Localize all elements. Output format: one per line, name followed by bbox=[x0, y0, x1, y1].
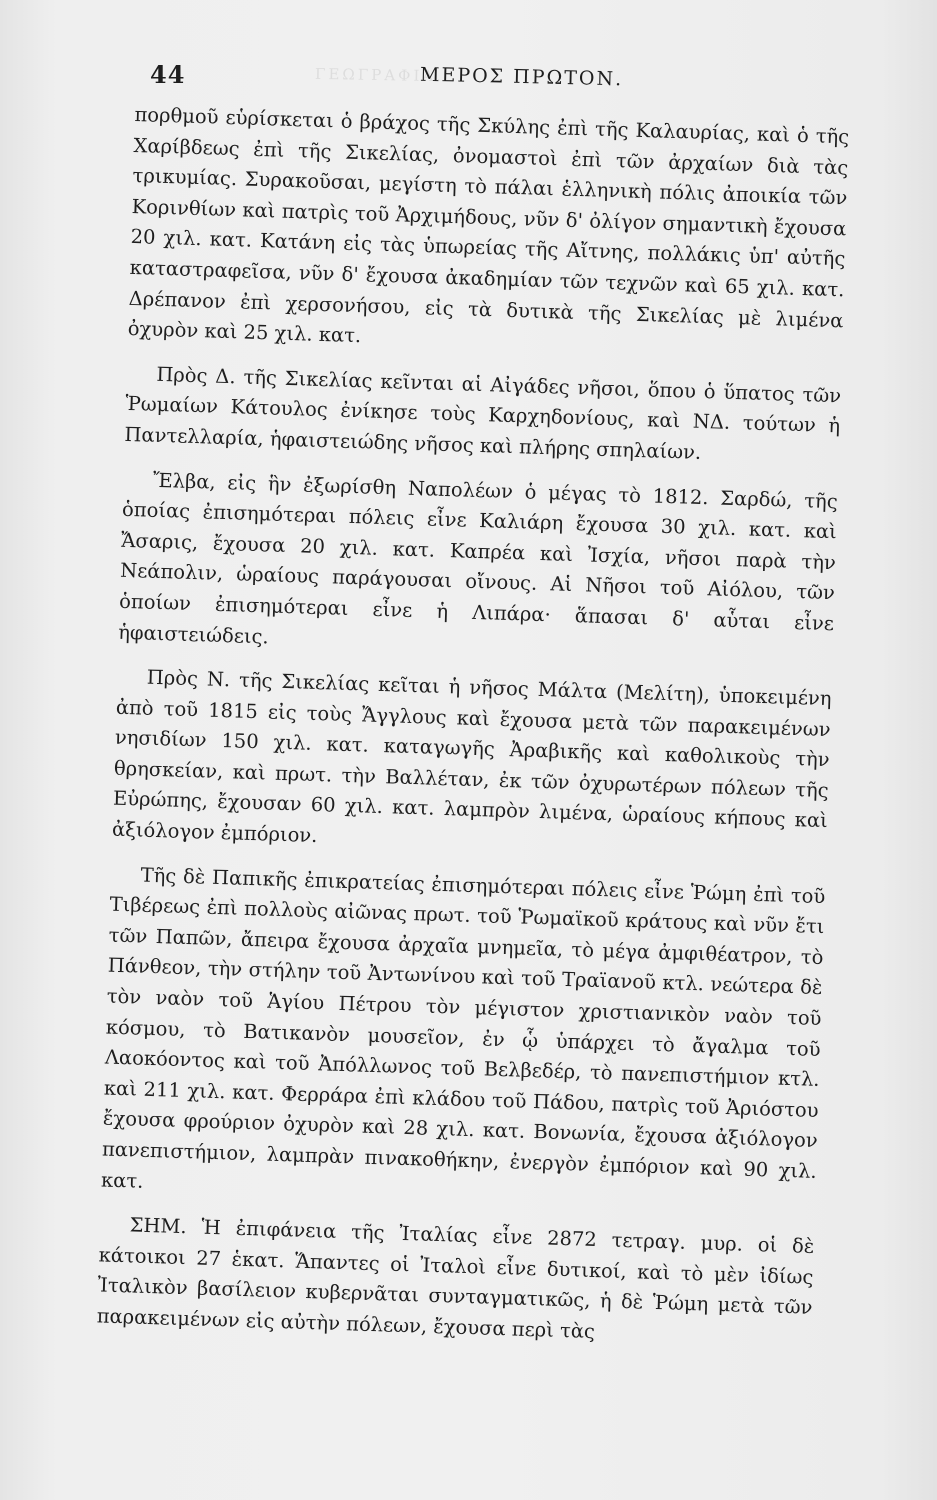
paragraph: Τῆς δὲ Παπικῆς ἐπικρατείας ἐπισημότεραι πόλεις εἶνε Ῥώμη ἐπὶ τοῦ Τιβέρεως ἐπὶ πολλοὺς αἰῶνας πρωτ. τοῦ Ῥωμαϊκοῦ κράτους καὶ νῦν ἔτι τῶν Παπῶν, ἄπειρα ἔχουσα ἀρχαῖα μνημεῖα, τὸ μέγα ἀμφιθέατρον, τὸ Πάνθεον, τὴν στήλην τοῦ Ἀντωνίνου καὶ τοῦ Τραϊανοῦ κτλ. νεώτερα δὲ τὸν ναὸν τοῦ Ἁγίου Πέτρου τὸν μέγιστον χριστιανικὸν ναὸν τοῦ κόσμου, τὸ Βατικανὸν μουσεῖον, ἐν ᾧ ὑπάρχει τὸ ἄγαλμα τοῦ Λαοκόοντος καὶ τοῦ Ἀπόλλωνος τοῦ Βελβεδέρ, τὸ πανεπιστήμιον κτλ. καὶ 211 χιλ. κατ. Φερράρα ἐπὶ κλάδου τοῦ Πάδου, πατρὶς τοῦ Ἀριόστου ἔχουσα φρούριον ὀχυρὸν καὶ 28 χιλ. κατ. Βονωνία, ἔχουσα ἀξιόλογον πανεπιστήμιον, λαμπρὰν πινακοθήκην, ἐνεργὸν ἐμπόριον καὶ 90 χιλ. κατ. bbox=[100, 863, 826, 1193]
bleed-through-text: ΓΕΩΓΡΑΦΙΑ. bbox=[314, 64, 445, 86]
page-header bbox=[0, 58, 937, 98]
body-text bbox=[96, 100, 849, 1354]
running-head: ΜΕΡΟΣ ΠΡΩΤΟΝ. bbox=[419, 63, 624, 91]
paragraph: Πρὸς Δ. τῆς Σικελίας κεῖνται αἱ Αἰγάδες νῆσοι, ὅπου ὁ ὕπατος τῶν Ῥωμαίων Κάτουλος ἐνίκησε τοὺς Καρχηδονίους, καὶ ΝΔ. τούτων ἡ Παντελλαρία, ἡφαιστειώδης νῆσος καὶ πλήρης σπηλαίων. bbox=[124, 362, 842, 464]
paragraph: πορθμοῦ εὑρίσκεται ὁ βράχος τῆς Σκύλης ἐπὶ τῆς Καλαυρίας, καὶ ὁ τῆς Χαρίβδεως ἐπὶ τῆς Σικελίας, ὀνομαστοὶ ἐπὶ τῶν ἀρχαίων διὰ τὰς τρικυμίας. Συρακοῦσαι, μεγίστη τὸ πάλαι ἑλληνικὴ πόλις ἀποικία τῶν Κορινθίων καὶ πατρὶς τοῦ Ἀρχιμήδους, νῦν δ' ὀλίγον σημαντικὴ ἔχουσα 20 χιλ. κατ. Κατάνη εἰς τὰς ὑπωρείας τῆς Αἴτνης, πολλάκις ὑπ' αὐτῆς καταστραφεῖσα, νῦν δ' ἔχουσα ἀκαδημίαν τῶν τεχνῶν καὶ 65 χιλ. κατ. Δρέπανον ἐπὶ χερσονήσου, εἰς τὰ δυτικὰ τῆς Σικελίας μὲ λιμένα ὀχυρὸν καὶ 25 χιλ. κατ. bbox=[127, 102, 850, 348]
paragraph: Πρὸς Ν. τῆς Σικελίας κεῖται ἡ νῆσος Μάλτα (Μελίτη), ὑποκειμένη ἀπὸ τοῦ 1815 εἰς τοὺς Ἄγγλους καὶ ἔχουσα μετὰ τῶν παρακειμένων νησιδίων 150 χιλ. κατ. καταγωγῆς Ἀραβικῆς καὶ καθολικοὺς τὴν θρησκείαν, καὶ πρωτ. τὴν Βαλλέταν, ἐκ τῶν ὀχυρωτέρων πόλεων τῆς Εὐρώπης, ἔχουσαν 60 χιλ. κατ. λαμπρὸν λιμένα, ὡραίους κήπους καὶ ἀξιόλογον ἐμπόριον. bbox=[111, 665, 832, 848]
page-number: 44 bbox=[150, 60, 186, 89]
note-paragraph: ΣΗΜ. Ἡ ἐπιφάνεια τῆς Ἰταλίας εἶνε 2872 τετραγ. μυρ. οἱ δὲ κάτοικοι 27 ἑκατ. Ἅπαντες οἱ Ἰταλοὶ εἶνε δυτικοί, καὶ τὸ μὲν ἰδίως Ἰταλικὸν βασίλειον κυβερνᾶται συνταγματικῶς, ἡ δὲ Ῥώμη μετὰ τῶν παρακειμένων εἰς αὐτὴν πόλεων, ἔχουσα περὶ τὰς bbox=[96, 1213, 815, 1344]
paragraph: Ἔλβα, εἰς ἣν ἐξωρίσθη Ναπολέων ὁ μέγας τὸ 1812. Σαρδώ, τῆς ὁποίας ἐπισημότεραι πόλεις εἶνε Καλιάρη ἔχουσα 30 χιλ. κατ. καὶ Ἄσαρις, ἔχουσα 20 χιλ. κατ. Καπρέα καὶ Ἰσχία, νῆσοι παρὰ τὴν Νεάπολιν, ὡραίους παράγουσαι οἴνους. Αἱ Νῆσοι τοῦ Αἰόλου, τῶν ὁποίων ἐπισημότεραι εἶνε ἡ Λιπάρα· ἅπασαι δ' αὗται εἶνε ἡφαιστειώδεις. bbox=[117, 468, 839, 648]
